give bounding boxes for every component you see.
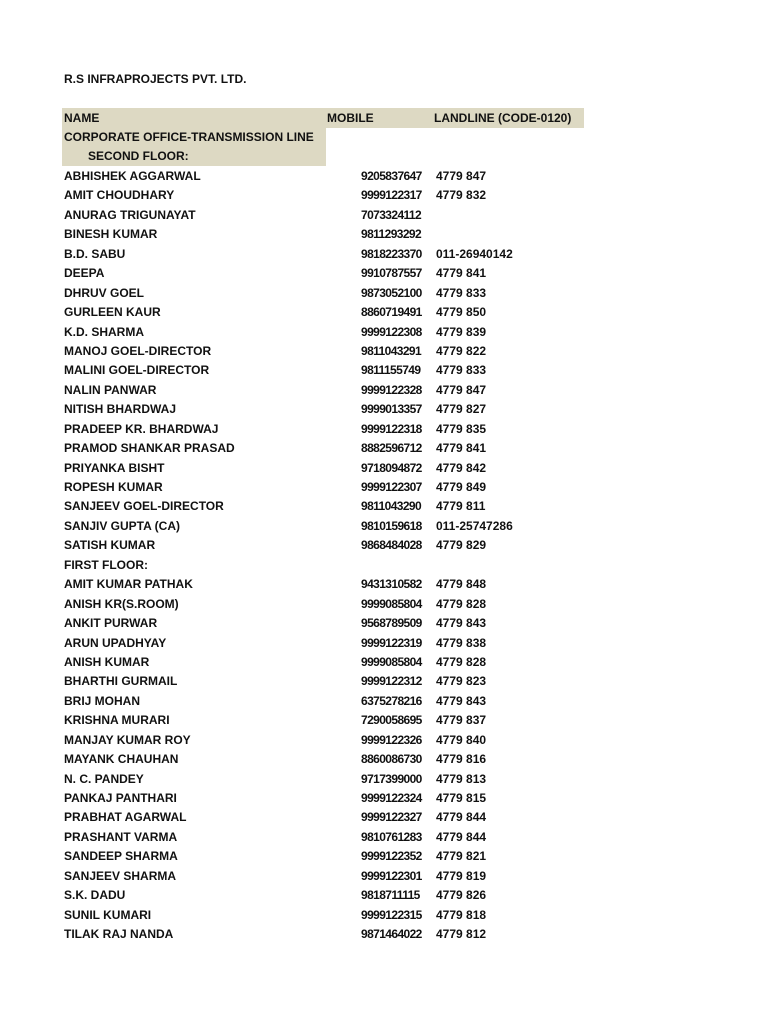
- contact-landline: 4779 827: [436, 402, 487, 417]
- table-row: [64, 497, 584, 516]
- table-row: [64, 692, 584, 711]
- contact-name: SUNIL KUMARI: [64, 907, 152, 922]
- contact-name: ANISH KUMAR: [64, 654, 150, 669]
- contact-mobile: 9999122317: [361, 188, 422, 203]
- contact-landline: 4779 822: [436, 343, 487, 358]
- contact-landline: 4779 841: [436, 266, 487, 281]
- contact-landline: 4779 813: [436, 771, 487, 786]
- contact-mobile: 9818223370: [361, 246, 422, 261]
- contact-landline: 4779 839: [436, 324, 487, 339]
- contact-name: S.K. DADU: [64, 888, 126, 903]
- table-row: [64, 361, 584, 380]
- table-row: [64, 264, 584, 283]
- table-row: [64, 847, 584, 866]
- contact-name: N. C. PANDEY: [64, 771, 144, 786]
- table-row: [64, 459, 584, 478]
- table-row: [64, 206, 584, 225]
- contact-name: ROPESH KUMAR: [64, 480, 163, 494]
- table-row: [64, 517, 584, 536]
- contact-name: BINESH KUMAR: [64, 227, 158, 242]
- contact-mobile: 8860719491: [361, 305, 422, 320]
- table-row: [64, 478, 584, 497]
- table-row: [64, 342, 584, 361]
- contact-name: MALINI GOEL-DIRECTOR: [64, 363, 210, 378]
- contact-mobile: 8882596712: [361, 441, 422, 456]
- contact-landline: 4779 840: [436, 732, 487, 747]
- contact-mobile: 9999122324: [361, 791, 422, 805]
- contact-landline: 4779 826: [436, 888, 487, 903]
- contact-landline: 4779 832: [436, 188, 487, 203]
- contact-mobile: 9999013357: [361, 402, 422, 417]
- contact-landline: 4779 823: [436, 674, 487, 689]
- contact-landline: 4779 819: [436, 868, 487, 883]
- table-row: [64, 789, 584, 808]
- table-row: [64, 886, 584, 905]
- contact-name: SANJEEV SHARMA: [64, 868, 177, 883]
- contact-mobile: 9810159618: [361, 518, 422, 533]
- contact-mobile: 9999122326: [361, 732, 422, 747]
- contact-landline: 4779 818: [436, 907, 487, 922]
- contact-landline: 4779 812: [436, 927, 487, 942]
- section-title: CORPORATE OFFICE-TRANSMISSION LINE: [64, 130, 314, 144]
- table-row: [64, 420, 584, 439]
- contact-mobile: 9999122352: [361, 849, 422, 864]
- contact-landline: 4779 835: [436, 421, 487, 436]
- contact-mobile: 9718094872: [361, 460, 422, 475]
- contact-mobile: 9999085804: [361, 596, 422, 611]
- company-title: R.S INFRAPROJECTS PVT. LTD.: [64, 72, 247, 86]
- table-row: [64, 186, 584, 205]
- contact-name: PRASHANT VARMA: [64, 829, 178, 844]
- contact-mobile: 9811043291: [361, 343, 422, 358]
- contact-landline: 4779 843: [436, 693, 487, 708]
- contact-mobile: 9868484028: [361, 538, 422, 553]
- table-row: [64, 750, 584, 769]
- contact-landline: 4779 844: [436, 829, 487, 844]
- table-row: [64, 672, 584, 691]
- contact-landline: 4779 816: [436, 752, 487, 767]
- contact-landline: 4779 828: [436, 596, 487, 611]
- contact-mobile: 9910787557: [361, 266, 422, 281]
- table-row: [64, 323, 584, 342]
- contact-mobile: 9205837647: [361, 169, 422, 183]
- table-row: [64, 906, 584, 925]
- contact-mobile: 9999122328: [361, 382, 422, 397]
- contact-mobile: 8860086730: [361, 752, 422, 767]
- contact-mobile: 9999122315: [361, 907, 422, 922]
- contact-name: ANKIT PURWAR: [64, 616, 158, 631]
- contact-name: SANJEEV GOEL-DIRECTOR: [64, 499, 224, 514]
- table-row: [64, 575, 584, 594]
- column-header-mobile: MOBILE: [327, 111, 374, 125]
- table-row: [64, 303, 584, 322]
- contact-name: MANOJ GOEL-DIRECTOR: [64, 343, 212, 358]
- table-row: [64, 867, 584, 886]
- contact-name: NITISH BHARDWAJ: [64, 402, 177, 417]
- table-row: [64, 925, 584, 944]
- contact-mobile: 6375278216: [361, 693, 422, 708]
- floor-label: [64, 556, 584, 575]
- table-row: [64, 653, 584, 672]
- contact-name: ABHISHEK AGGARWAL: [64, 169, 201, 183]
- contact-name: FIRST FLOOR:: [64, 557, 148, 572]
- contact-name: KRISHNA MURARI: [64, 713, 170, 728]
- table-row: [64, 536, 584, 555]
- contact-landline: 4779 850: [436, 305, 487, 320]
- contact-landline: 4779 847: [436, 169, 487, 183]
- contact-landline: 4779 829: [436, 538, 487, 553]
- contact-name: SATISH KUMAR: [64, 538, 156, 553]
- contact-name: SANDEEP SHARMA: [64, 849, 178, 864]
- table-header: [62, 108, 584, 128]
- contact-name: GURLEEN KAUR: [64, 305, 161, 320]
- contact-name: DEEPA: [64, 266, 105, 281]
- table-row: [64, 614, 584, 633]
- table-row: [64, 595, 584, 614]
- table-row: [64, 225, 584, 244]
- contact-mobile: 9999122312: [361, 674, 422, 689]
- contact-mobile: 7290058695: [361, 713, 422, 728]
- contact-mobile: 9999122308: [361, 324, 422, 339]
- contact-landline: 4779 842: [436, 460, 487, 475]
- table-row: [64, 808, 584, 827]
- contact-mobile: 7073324112: [361, 207, 422, 222]
- contact-mobile: 9871464022: [361, 927, 422, 942]
- contact-mobile: 9999122301: [361, 868, 422, 883]
- contact-landline: 011-25747286: [436, 518, 513, 533]
- contact-landline: 4779 844: [436, 810, 487, 825]
- table-row: [64, 245, 584, 264]
- contact-landline: 011-26940142: [436, 246, 513, 261]
- contact-name: PRABHAT AGARWAL: [64, 810, 187, 825]
- contact-landline: 4779 833: [436, 363, 487, 378]
- contact-landline: 4779 848: [436, 577, 487, 592]
- table-row: [64, 731, 584, 750]
- contact-name: ARUN UPADHYAY: [64, 635, 167, 650]
- contact-name: ANURAG TRIGUNAYAT: [64, 207, 196, 222]
- contact-landline: 4779 841: [436, 441, 487, 456]
- contact-mobile: 9999122307: [361, 480, 422, 494]
- table-row: [64, 284, 584, 303]
- contact-name: BHARTHI GURMAIL: [64, 674, 178, 689]
- table-row: [64, 381, 584, 400]
- contact-mobile: 9811155749: [361, 363, 421, 378]
- contact-name: MAYANK CHAUHAN: [64, 752, 179, 767]
- contact-mobile: 9873052100: [361, 285, 422, 300]
- table-row: [64, 400, 584, 419]
- contact-mobile: 9999122318: [361, 421, 422, 436]
- contact-landline: 4779 847: [436, 382, 487, 397]
- table-row: [64, 439, 584, 458]
- table-row: [64, 828, 584, 847]
- contact-name: K.D. SHARMA: [64, 324, 144, 339]
- contact-landline: 4779 849: [436, 480, 487, 494]
- contact-name: TILAK RAJ NANDA: [64, 927, 174, 942]
- floor-label: SECOND FLOOR:: [88, 149, 189, 163]
- contact-name: PANKAJ PANTHARI: [64, 791, 177, 805]
- contact-mobile: 9811043290: [361, 499, 422, 514]
- contact-mobile: 9431310582: [361, 577, 422, 592]
- contact-mobile: 9811293292: [361, 227, 422, 242]
- table-row: [64, 167, 584, 186]
- contact-name: PRADEEP KR. BHARDWAJ: [64, 421, 219, 436]
- contact-landline: 4779 811: [436, 499, 486, 514]
- contact-mobile: 9999085804: [361, 654, 422, 669]
- contact-name: MANJAY KUMAR ROY: [64, 732, 191, 747]
- contact-mobile: 9818711115: [361, 888, 420, 903]
- contact-landline: 4779 838: [436, 635, 487, 650]
- contact-mobile: 9999122327: [361, 810, 422, 825]
- column-header-name: NAME: [64, 111, 100, 125]
- contact-mobile: 9999122319: [361, 635, 422, 650]
- contact-name: DHRUV GOEL: [64, 285, 145, 300]
- contact-name: NALIN PANWAR: [64, 382, 157, 397]
- table-row: [64, 770, 584, 789]
- contact-name: B.D. SABU: [64, 246, 126, 261]
- contact-name: ANISH KR(S.ROOM): [64, 596, 179, 611]
- contact-landline: 4779 828: [436, 654, 487, 669]
- contact-landline: 4779 833: [436, 285, 487, 300]
- table-row: [64, 634, 584, 653]
- contact-list: [64, 167, 584, 945]
- contact-name: AMIT KUMAR PATHAK: [64, 577, 193, 592]
- contact-landline: 4779 815: [436, 791, 487, 805]
- section-heading: [62, 128, 326, 166]
- column-header-landline: LANDLINE (CODE-0120): [434, 111, 572, 125]
- table-row: [64, 711, 584, 730]
- contact-landline: 4779 837: [436, 713, 487, 728]
- contact-landline: 4779 821: [436, 849, 487, 864]
- contact-name: PRAMOD SHANKAR PRASAD: [64, 441, 235, 456]
- contact-name: PRIYANKA BISHT: [64, 460, 165, 475]
- contact-landline: 4779 843: [436, 616, 487, 631]
- contact-mobile: 9568789509: [361, 616, 422, 631]
- contact-name: AMIT CHOUDHARY: [64, 188, 175, 203]
- contact-name: SANJIV GUPTA (CA): [64, 518, 181, 533]
- contact-mobile: 9810761283: [361, 829, 422, 844]
- contact-mobile: 9717399000: [361, 771, 422, 786]
- contact-name: BRIJ MOHAN: [64, 693, 141, 708]
